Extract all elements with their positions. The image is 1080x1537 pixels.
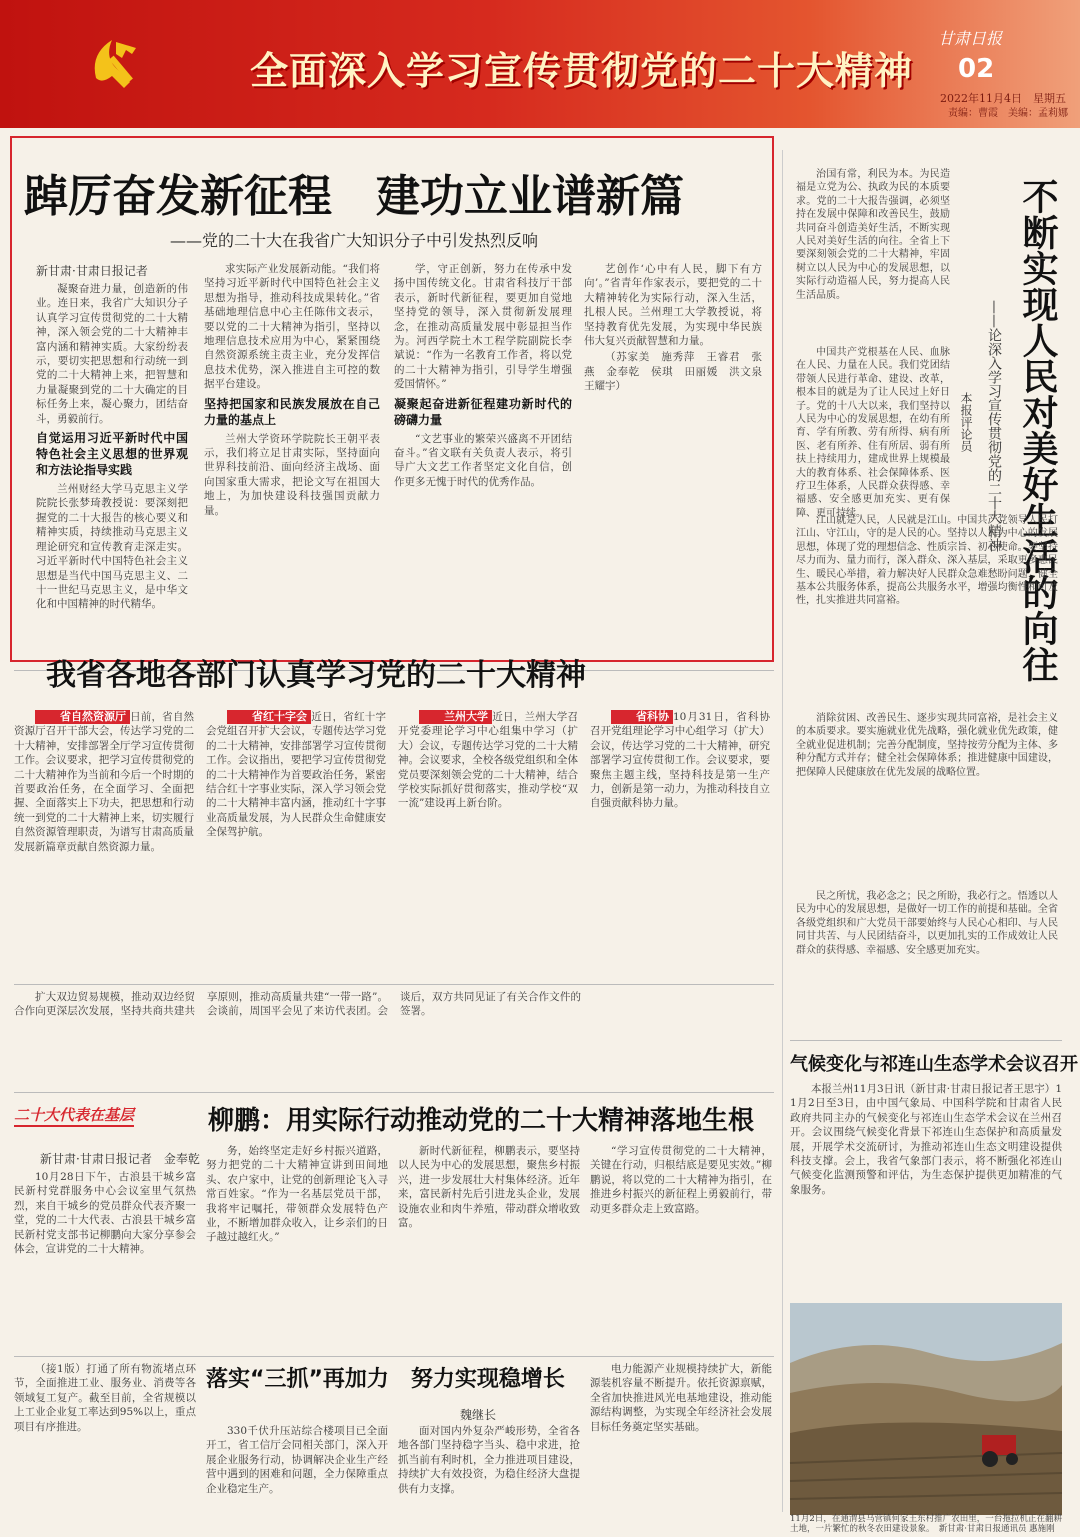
editorial-paragraph: 江山就是人民，人民就是江山。中国共产党领导人民打江山、守江山，守的是人民的心。坚持以人民为中心的发展思想，体现了党的理想信念、性质宗旨、初心使命。要坚持尽力而为、量力而行，深入群众、深入基层，采取更多惠民生、暖民心举措，着力解决好人民群众急难愁盼问题，健全基本公共服务体系，提高公共服务水平，增强均衡性和可及性，扎实推进共同富裕。 [796, 515, 1058, 607]
economy-paragraph: （接1版）打通了所有物流堵点环节，全面推进工业、服务业、消费等各领域复工复产。截至目前，全省规模以上工业企业复工率达到95%以上，重点项目有序推进。 [14, 1363, 196, 1433]
editorial-headline: 不断实现人民对美好生活的向往 [1017, 178, 1058, 682]
economy-column-4 [590, 1362, 772, 1534]
climate-headline: 气候变化与祁连山生态学术会议召开 [790, 1054, 1078, 1075]
economy-paragraph: 330千伏升压站综合楼项目已全面开工，省工信厅会同相关部门，深入开展企业服务行动，协调解决企业生产经营中遇到的困难和问题，全力保障重点企业稳定生产。 [206, 1425, 388, 1495]
newspaper-logo: 甘肃日报 [938, 29, 1003, 48]
dept-tag: 省自然资源厅 [35, 710, 130, 724]
economy-column-1 [14, 1362, 196, 1534]
lead-subheading-3: 凝聚起奋进新征程建功新时代的磅礴力量 [394, 396, 572, 427]
profile-column-1 [14, 1170, 196, 1352]
tractor-photo-icon [790, 1303, 1062, 1515]
editorial-column-1 [796, 168, 950, 344]
economy-paragraph: 面对国内外复杂严峻形势，全省各地各部门坚持稳字当头、稳中求进，抢抓当前有利时机，全力推进项目建设，持续扩大有效投资，为稳住经济大盘提供有力支撑。 [398, 1425, 580, 1495]
column-divider [782, 150, 783, 1512]
editorial-column-3 [796, 514, 1058, 710]
economy-column-2 [206, 1424, 388, 1534]
section-rule [14, 1356, 774, 1357]
continued-paragraph: 扩大双边贸易规模，推动双边经贸合作向更深层次发展，坚持共商共建共享原则，推动高质量共建“一带一路”。会谈前，周国平会见了来访代表团。会谈后，双方共同见证了有关合作文件的签署。 [14, 991, 581, 1018]
second-headline: 我省各地各部门认真学习党的二十大精神 [46, 658, 586, 693]
issue-date: 2022年11月4日 星期五 [940, 92, 1066, 105]
dept-column-3 [398, 710, 578, 980]
dept-tag: 省科协 [611, 710, 673, 724]
lead-subtitle: ——党的二十大在我省广大知识分子中引发热烈反响 [170, 231, 539, 250]
lead-paragraph: 凝聚奋进力量，创造新的伟业。连日来，我省广大知识分子认真学习宣传贯彻党的二十大精神，深入领会党的二十大精神丰富内涵和精神实质。大家纷纷表示，要切实把思想和行动统一到党的二十大精神上来，把智慧和力量凝聚到党的二十大确定的目标任务上来，凝心聚力，团结奋斗，勇毅前行。 [36, 283, 188, 425]
lead-column-3 [394, 262, 572, 654]
lead-column-2 [204, 262, 380, 654]
section-rule [14, 984, 774, 985]
lead-headline: 踔厉奋发新征程 建功立业谱新篇 [24, 171, 684, 222]
third-byline: 新甘肃·甘肃日报记者 金奉乾 [40, 1152, 200, 1166]
editorial-paragraph: 民之所忧，我必念之；民之所盼，我必行之。悟透以人民为中心的发展思想，是做好一切工作的前提和基础。全省各级党组织和广大党员干部要始终与人民心心相印、与人民同甘共苦、与人民团结奋斗，以更加扎实的工作成效让人民群众的获得感、幸福感、安全感更加充实。 [796, 891, 1058, 956]
editorial-column-2 [796, 346, 950, 519]
lead-subheading-2: 坚持把国家和民族发展放在自己力量的基点上 [204, 396, 380, 427]
editorial-paragraph: 中国共产党根基在人民、血脉在人民、力量在人民。我们党团结带领人民进行革命、建设、改革，根本目的就是为了让人民过上好日子。党的十八大以来，我们坚持以人民为中心的发展思想，在幼有所育、学有所教、劳有所得、病有所医、老有所养、住有所居、弱有所扶上持续用力，建成世界上规模最大的教育体系、社会保障体系、医疗卫生体系，人民群众获得感、幸福感、安全感更加充实、更有保障、更可持续。 [796, 347, 950, 519]
profile-column-3 [398, 1144, 580, 1352]
series-tag: 二十大代表在基层 [14, 1104, 134, 1127]
climate-paragraph: 本报兰州11月3日讯（新甘肃·甘肃日报记者王思宇）11月2日至3日，由中国气象局、中国科学院和甘肃省人民政府共同主办的气候变化与祁连山生态学术会议在兰州召开。会议围绕气候变化背景下祁连山生态保护和高质量发展，开展学术交流研讨，为推动祁连山生态文明建设提供科技支撑。会上，我省气象部门表示，将不断强化祁连山气候变化监测预警和评估，为生态保护提供更加精准的气象服务。 [790, 1083, 1062, 1196]
economy-paragraph: 电力能源产业规模持续扩大，新能源装机容量不断提升。依托资源禀赋，全省加快推进风光电基地建设，推动能源结构调整，为实现全年经济社会发展目标任务奠定坚实基础。 [590, 1363, 772, 1433]
lead-paragraph: 求实际产业发展新动能。“我们将坚持习近平新时代中国特色社会主义思想为指导，推动科技成果转化。”省基础地理信息中心主任陈伟文表示，要以党的二十大精神为指引，坚持以地理信息技术应用为中心，紧紧围绕自然资源系统主责主业，充分发挥信息技术优势，深入推进自主可控的数据平台建设。 [204, 263, 380, 391]
dept-tag: 省红十字会 [227, 710, 311, 724]
lead-paragraph: 学，守正创新，努力在传承中发扬中国传统文化。甘肃省科技厅干部表示，新时代新征程，要更加自觉地坚持党的领导，深入贯彻新发展理念，在推动高质量发展中彰显担当作为。河西学院土木工程学院副院长李斌说：“作为一名教育工作者，将以党的二十大精神为指引，引导学生增强爱国情怀。” [394, 263, 572, 391]
fourth-byline: 魏继长 [460, 1408, 497, 1422]
dept-column-1 [14, 710, 194, 980]
editorial-paragraph: 消除贫困、改善民生、逐步实现共同富裕，是社会主义的本质要求。要实施就业优先战略，强化就业优先政策，健全就业促进机制；完善分配制度，坚持按劳分配为主体、多种分配方式并存；健全社会保障体系；推进健康中国建设，把保障人民健康放在优先发展的战略位置。 [796, 713, 1058, 778]
profile-column-4 [590, 1144, 772, 1352]
climate-article [790, 1082, 1062, 1294]
profile-paragraph: “学习宣传贯彻党的二十大精神，关键在行动，归根结底是要见实效。”柳鹏说，将以党的二十大精神为指引，在推进乡村振兴的新征程上勇毅前行，带动更多群众走上致富路。 [590, 1145, 772, 1215]
lead-subheading-1: 自觉运用习近平新时代中国特色社会主义思想的世界观和方法论指导实践 [36, 431, 188, 478]
lead-reporters: （苏家美 施秀萍 王睿君 张燕 金奉乾 侯琪 田丽媛 洪文泉 王耀宇） [584, 351, 773, 393]
lead-paragraph: “文艺事业的繁荣兴盛离不开团结奋斗。”省文联有关负责人表示，将引导广大文艺工作者坚定文化自信，创作更多无愧于时代的优秀作品。 [394, 432, 572, 488]
lead-column-4 [584, 262, 773, 654]
third-headline: 柳鹏：用实际行动推动党的二十大精神落地生根 [208, 1106, 755, 1136]
dept-column-2 [206, 710, 386, 980]
dept-tag: 兰州大学 [419, 710, 492, 724]
party-emblem-icon [82, 28, 152, 98]
masthead-title: 全面深入学习宣传贯彻党的二十大精神 [250, 49, 914, 93]
profile-paragraph: 10月28日下午，古浪县干城乡富民新村党群服务中心会议室里气氛热烈，来自干城乡的党员群众代表齐聚一堂，党的二十大代表、古浪县干城乡富民新村党支部书记柳鹏向大家分享参会体会，宣讲党的二十大精神。 [14, 1171, 196, 1256]
profile-paragraph: 务，始终坚定走好乡村振兴道路，努力把党的二十大精神宣讲到田间地头、农户家中，让党的创新理论飞入寻常百姓家。“作为一名基层党员干部，我将牢记嘱托，带领群众发展特色产业，不断增加群众收入，让乡亲们的日子越过越红火。” [206, 1145, 388, 1244]
editorial-subtitle: ——论深入学习宣传贯彻党的二十大精神 [986, 300, 1002, 552]
fourth-headline: 落实“三抓”再加力 努力实现稳增长 [206, 1367, 565, 1392]
page-number: 02 [958, 54, 995, 84]
farmland-photo [790, 1303, 1062, 1515]
section-rule [14, 1092, 774, 1093]
lead-paragraph: 兰州大学资环学院院长王朝平表示，我们将立足甘肃实际，坚持面向世界科技前沿、面向经济主战场、面向国家重大需求，把论文写在祖国大地上，为加快建设科技强国贡献力量。 [204, 432, 380, 517]
economy-column-3 [398, 1424, 580, 1534]
editorial-column-5 [796, 890, 1058, 1030]
continued-news [14, 990, 774, 1086]
section-rule [790, 1040, 1062, 1041]
lead-paragraph: 兰州财经大学马克思主义学院院长张梦琦教授说：要深刻把握党的二十大报告的核心要义和精神实质，持续推动马克思主义理论研究和宣传教育走深走实。习近平新时代中国特色社会主义思想是当代中国马克思主义、二十一世纪马克思主义，是中华文化和中国精神的时代精华。 [36, 483, 188, 611]
editorial-paragraph: 治国有常，利民为本。为民造福是立党为公、执政为民的本质要求。党的二十大报告强调，必须坚持在发展中保障和改善民生，鼓励共同奋斗创造美好生活，不断实现人民对美好生活的向往。全省上下要深刻领会党的二十大精神，牢固树立以人民为中心的发展思想，以实际行动造福人民，努力提高人民生活品质。 [796, 169, 950, 301]
profile-paragraph: 新时代新征程，柳鹏表示，要坚持以人民为中心的发展思想，聚焦乡村振兴，进一步发展壮大村集体经济。近年来，富民新村先后引进龙头企业，发展设施农业和肉牛养殖，带动群众增收致富。 [398, 1145, 580, 1230]
profile-column-2 [206, 1144, 388, 1352]
dept-text: 近日，兰州大学召开党委理论学习中心组集中学习（扩大）会议，专题传达学习党的二十大精神。会议要求，全校各级党组织和全体党员要深刻领会党的二十大精神，结合学校实际抓好贯彻落实，推动学校“双一流”建设再上新台阶。 [398, 711, 578, 810]
editor-credits: 责编：曹霞 美编：孟莉娜 [948, 108, 1068, 119]
dept-text: 日前，省自然资源厅召开干部大会，传达学习党的二十大精神，安排部署全厅学习宣传贯彻工作。会议要求，把学习宣传贯彻党的二十大精神作为当前和今后一个时期的首要政治任务，在全面学习、全面把握、全面落实上下功夫，把思想和行动统一到党的二十大精神上来，切实履行自然资源管理职责，为谱写甘肃高质量发展新篇章贡献自然资源力量。 [14, 711, 194, 853]
lead-paragraph: 艺创作‘心中有人民，脚下有方向’。”省青年作家表示，要把党的二十大精神转化为实际行动，深入生活，扎根人民。兰州理工大学教授说，将坚持教育优先发展，为实现中华民族伟大复兴贡献智慧和力量。 [584, 263, 762, 348]
photo-caption: 11月2日，在通渭县马营镇何家王东村推广农田里，一台拖拉机正在翻耕土地，一片繁忙的秋冬农田建设景象。 新甘肃·甘肃日报通讯员 惠施刚 [790, 1514, 1062, 1534]
dept-column-4 [590, 710, 770, 980]
lead-byline: 新甘肃·甘肃日报记者 [36, 264, 148, 278]
editorial-column-4 [796, 712, 1058, 888]
dept-text: 近日，省红十字会党组召开扩大会议，专题传达学习党的二十大精神，安排部署学习宣传贯彻工作。会议指出，要把学习宣传贯彻党的二十大精神作为首要政治任务，紧密结合红十字事业实际，深入学习领会党的二十大精神丰富内涵，推动红十字事业高质量发展，为人民群众生命健康安全保驾护航。 [206, 711, 386, 839]
dept-text: 10月31日，省科协召开党组理论学习中心组学习（扩大）会议，传达学习党的二十大精神，研究部署学习宣传贯彻工作。会议要求，要聚焦主题主线，坚持科技是第一生产力，创新是第一动力，为推动科技自立自强贡献科协力量。 [590, 711, 770, 810]
editorial-author: 本报评论员 [959, 392, 973, 452]
lead-column-1 [36, 282, 188, 654]
